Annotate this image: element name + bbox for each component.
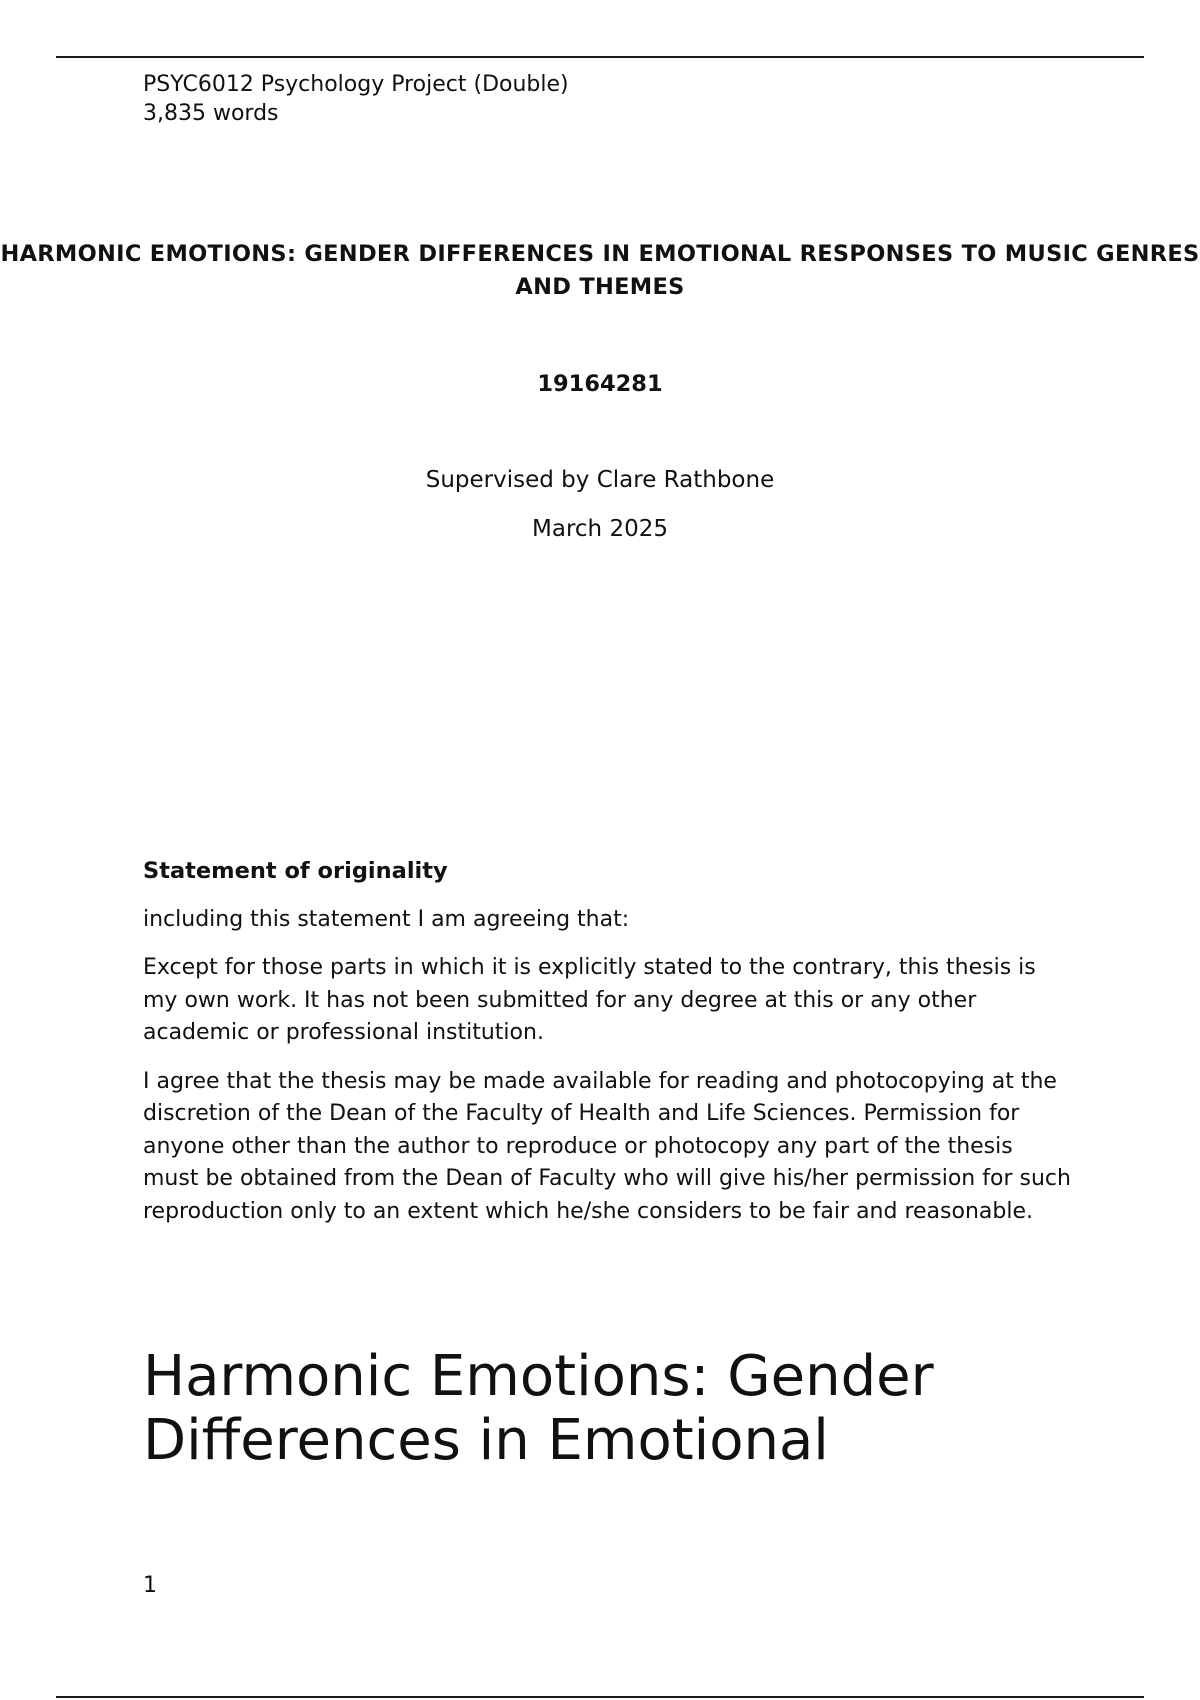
supervisor-line: Supervised by Clare Rathbone (425, 467, 775, 493)
statement-paragraph-2: I agree that the thesis may be made available for reading and photocopying at the discretion of the Dean of the Faculty of Health and Life Sciences. Permission for anyone other than the author to reproduce or photocopy any part of the thesis must be obtained from the Dean of Faculty who will give his/her permission for such reproduction only to an extent which he/she considers to be fair and reasonable. (143, 1068, 1071, 1224)
section-title: Harmonic Emotions: Gender Differences in Emotional (143, 1344, 934, 1473)
course-title: PSYC6012 Psychology Project (Double) (143, 72, 569, 97)
document-header (143, 70, 569, 128)
bottom-rule (56, 1696, 1144, 1698)
statement-paragraph-1: Except for those parts in which it is explicitly stated to the contrary, this thesis is my own work. It has not been submitted for any degree at this or any other academic or professional institution. (143, 955, 1036, 1045)
submission-date: March 2025 (532, 516, 668, 542)
student-id: 19164281 (537, 371, 663, 397)
thesis-title: HARMONIC EMOTIONS: GENDER DIFFERENCES IN EMOTIONAL RESPONSES TO MUSIC GENRES AND THEMES (0, 241, 1200, 300)
statement-intro: including this statement I am agreeing that: (143, 906, 630, 932)
statement-heading: Statement of originality (143, 858, 448, 884)
word-count: 3,835 words (143, 101, 279, 126)
top-rule (56, 56, 1144, 58)
statement-of-originality (143, 855, 1073, 1244)
page-number: 1 (143, 1573, 157, 1598)
